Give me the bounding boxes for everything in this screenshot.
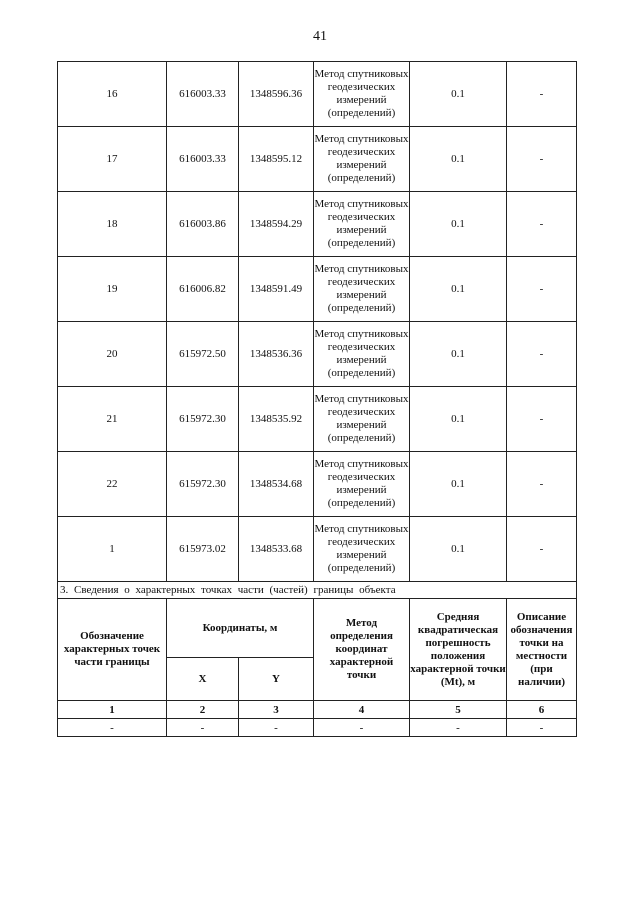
method-cell: Метод спутниковых геодезических измерений (определений): [314, 517, 410, 582]
column-number-row: [58, 701, 577, 719]
header-coordinates: Координаты, м: [167, 599, 314, 658]
section-3-title-row: [58, 582, 577, 599]
header-point-designation: Обозначение характерных точек части границы: [58, 599, 167, 701]
mean-error-cell: 0.1: [410, 517, 507, 582]
column-number: 3: [239, 701, 314, 719]
column-number: 4: [314, 701, 410, 719]
table-row: [58, 257, 577, 322]
page-number: 41: [313, 29, 327, 44]
data-rows: [58, 62, 577, 582]
mean-error-cell: 0.1: [410, 387, 507, 452]
header-y: Y: [239, 658, 314, 701]
table-row: [58, 452, 577, 517]
y-coordinate-cell: 1348591.49: [239, 257, 314, 322]
mean-error-cell: 0.1: [410, 127, 507, 192]
description-cell: -: [507, 192, 577, 257]
x-coordinate-cell: 615972.30: [167, 387, 239, 452]
empty-cell: -: [410, 719, 507, 737]
y-coordinate-cell: 1348594.29: [239, 192, 314, 257]
description-cell: -: [507, 62, 577, 127]
table-row: [58, 127, 577, 192]
description-cell: -: [507, 322, 577, 387]
method-cell: Метод спутниковых геодезических измерений (определений): [314, 387, 410, 452]
y-coordinate-cell: 1348595.12: [239, 127, 314, 192]
mean-error-cell: 0.1: [410, 322, 507, 387]
method-cell: Метод спутниковых геодезических измерений (определений): [314, 452, 410, 517]
x-coordinate-cell: 615972.50: [167, 322, 239, 387]
point-number-cell: 16: [58, 62, 167, 127]
point-number-cell: 18: [58, 192, 167, 257]
empty-cell: -: [314, 719, 410, 737]
empty-cell: -: [58, 719, 167, 737]
method-cell: Метод спутниковых геодезических измерений (определений): [314, 192, 410, 257]
boundary-points-table: [57, 61, 577, 737]
table-row: [58, 192, 577, 257]
x-coordinate-cell: 616006.82: [167, 257, 239, 322]
description-cell: -: [507, 127, 577, 192]
header-description: Описание обозначения точки на местности (при наличии): [507, 599, 577, 701]
table-row: [58, 322, 577, 387]
method-cell: Метод спутниковых геодезических измерений (определений): [314, 62, 410, 127]
table-row: [58, 62, 577, 127]
point-number-cell: 1: [58, 517, 167, 582]
description-cell: -: [507, 257, 577, 322]
y-coordinate-cell: 1348535.92: [239, 387, 314, 452]
header-row-1: [58, 599, 577, 658]
column-number: 1: [58, 701, 167, 719]
point-number-cell: 19: [58, 257, 167, 322]
table-row: [58, 517, 577, 582]
empty-data-row: [58, 719, 577, 737]
method-cell: Метод спутниковых геодезических измерений (определений): [314, 322, 410, 387]
x-coordinate-cell: 616003.33: [167, 62, 239, 127]
y-coordinate-cell: 1348596.36: [239, 62, 314, 127]
column-number: 2: [167, 701, 239, 719]
y-coordinate-cell: 1348536.36: [239, 322, 314, 387]
description-cell: -: [507, 452, 577, 517]
header-x: X: [167, 658, 239, 701]
mean-error-cell: 0.1: [410, 62, 507, 127]
x-coordinate-cell: 616003.33: [167, 127, 239, 192]
empty-cell: -: [239, 719, 314, 737]
mean-error-cell: 0.1: [410, 452, 507, 517]
method-cell: Метод спутниковых геодезических измерений (определений): [314, 127, 410, 192]
point-number-cell: 17: [58, 127, 167, 192]
point-number-cell: 20: [58, 322, 167, 387]
table-row: [58, 387, 577, 452]
empty-cell: -: [507, 719, 577, 737]
column-number: 6: [507, 701, 577, 719]
description-cell: -: [507, 517, 577, 582]
empty-cell: -: [167, 719, 239, 737]
header-mean-error: Средняя квадратическая погрешность положения характерной точки (Mt), м: [410, 599, 507, 701]
method-cell: Метод спутниковых геодезических измерений (определений): [314, 257, 410, 322]
x-coordinate-cell: 615973.02: [167, 517, 239, 582]
section-3-title: 3. Сведения о характерных точках части (частей) границы объекта: [58, 582, 577, 599]
header-method: Метод определения координат характерной точки: [314, 599, 410, 701]
x-coordinate-cell: 615972.30: [167, 452, 239, 517]
column-number: 5: [410, 701, 507, 719]
point-number-cell: 21: [58, 387, 167, 452]
description-cell: -: [507, 387, 577, 452]
mean-error-cell: 0.1: [410, 192, 507, 257]
point-number-cell: 22: [58, 452, 167, 517]
x-coordinate-cell: 616003.86: [167, 192, 239, 257]
mean-error-cell: 0.1: [410, 257, 507, 322]
y-coordinate-cell: 1348533.68: [239, 517, 314, 582]
y-coordinate-cell: 1348534.68: [239, 452, 314, 517]
